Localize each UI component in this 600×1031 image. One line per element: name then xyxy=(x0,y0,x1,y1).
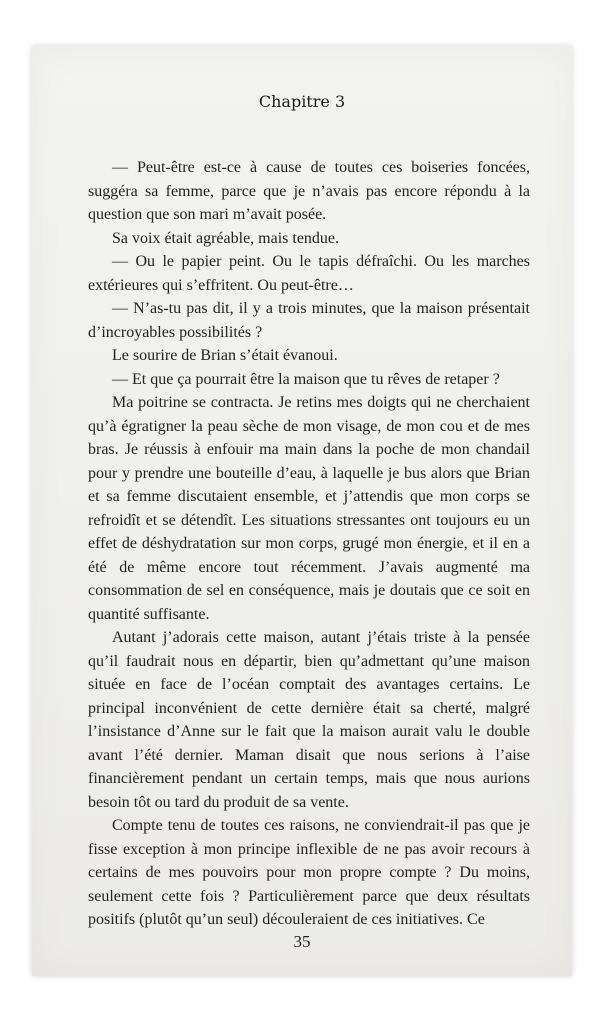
chapter-heading: Chapitre 3 xyxy=(258,92,346,111)
paragraph: — Et que ça pourrait être la maison que tu rêves de retaper ? xyxy=(112,370,500,388)
paragraph: — Peut-être est-ce à cause de toutes ces boiseries foncées, suggéra sa femme, parce que je n’avais pas encore répondu à la question que son mari m’avait posée. xyxy=(88,159,530,223)
paragraph: Sa voix était agréable, mais tendue. xyxy=(112,229,340,247)
book-page xyxy=(32,46,572,976)
paragraph: Autant j’adorais cette maison, autant j’étais triste à la pensée qu’il faudrait nous en départir, bien qu’admettant qu’une maison située en face de l’océan comptait des avantages certains. Le principal inconvénient de cette dernière était sa cherté, malgré l’insistance d’Anne sur le fait que la maison aurait valu le double avant l’été dernier. Maman disait que nous serions à l’aise financièrement pendant un certain temps, mais que nous aurions besoin tôt ou tard du produit de sa vente. xyxy=(88,629,530,811)
paragraph: — Ou le papier peint. Ou le tapis défraîchi. Ou les marches extérieures qui s’effritent. Ou peut-être… xyxy=(88,253,530,294)
paragraph: Ma poitrine se contracta. Je retins mes doigts qui ne cherchaient qu’à égratigner la peau sèche de mon visage, de mon cou et de mes bras. Je réussis à enfouir ma main dans la poche de mon chandail pour y prendre une bouteille d’eau, à laquelle je bus alors que Brian et sa femme discutaient ensemble, et j’attendis que mon corps se refroidît et se détendît. Les situations stressantes ont toujours eu un effet de déshydratation sur mon corps, grugé mon énergie, et il en a été de même encore tout récemment. J’avais augmenté ma consommation de sel en conséquence, mais je doutais que ce soit en quantité suffisante. xyxy=(88,394,530,623)
page-body-text xyxy=(88,156,530,932)
paragraph: Compte tenu de toutes ces raisons, ne conviendrait-il pas que je fisse exception à mon principe inflexible de ne pas avoir recours à certains de mes pouvoirs pour mon propre compte ? Du moins, seulement cette fois ? Particulièrement parce que deux résultats positifs (plutôt qu’un seul) découleraient de ces initiatives. Ce xyxy=(88,817,530,928)
page-number: 35 xyxy=(293,932,311,951)
paragraph: — N’as-tu pas dit, il y a trois minutes, que la maison présentait d’incroyables possibilités ? xyxy=(88,300,530,341)
paragraph: Le sourire de Brian s’était évanoui. xyxy=(112,347,338,364)
